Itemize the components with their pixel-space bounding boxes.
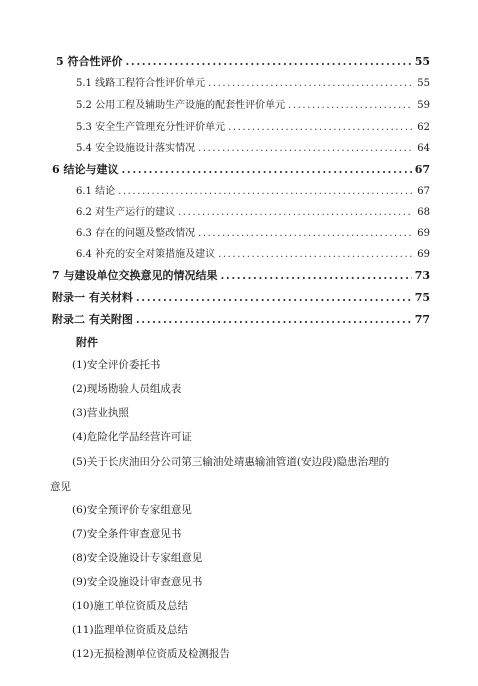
toc-page-number: 73	[414, 269, 430, 282]
toc-leader-dots	[125, 55, 411, 69]
attachment-item: (10)施工单位资质及总结	[72, 600, 189, 612]
toc-page-number: 55	[414, 55, 430, 68]
toc-page-number: 62	[417, 122, 430, 133]
toc-entry[interactable]	[76, 99, 430, 113]
toc-entry[interactable]	[76, 121, 430, 135]
toc-page-number: 59	[417, 100, 430, 111]
toc-entry-label: 7 与建设单位交换意见的情况结果	[52, 269, 218, 282]
toc-page-number: 64	[417, 143, 430, 154]
toc-page-number: 55	[417, 78, 430, 89]
toc-page-number: 67	[417, 186, 430, 197]
toc-entry[interactable]	[76, 77, 430, 91]
toc-leader-dots	[208, 77, 413, 91]
toc-entry[interactable]	[52, 163, 430, 177]
toc-entry-label: 附录二 有关附图	[52, 313, 133, 326]
attachment-item-continuation: 意见	[50, 481, 71, 493]
toc-entry[interactable]	[56, 55, 430, 69]
toc-leader-dots	[218, 248, 413, 262]
attachment-item: (4)危险化学品经营许可证	[72, 431, 192, 443]
toc-leader-dots	[136, 313, 412, 327]
toc-leader-dots	[228, 121, 413, 135]
attachments-heading: 附件	[76, 336, 98, 349]
toc-entry-label: 5 符合性评价	[56, 55, 123, 68]
toc-leader-dots	[118, 185, 413, 199]
toc-entry-label: 6.2 对生产运行的建议	[76, 207, 176, 218]
toc-entry-label: 5.1 线路工程符合性评价单元	[76, 78, 206, 89]
attachment-item: (5)关于长庆油田分公司第三输油处靖惠输油管道(安边段)隐患治理的	[72, 456, 390, 468]
toc-page-number: 67	[414, 163, 430, 176]
toc-entry-label: 6.1 结论	[76, 186, 116, 197]
toc-entry[interactable]	[76, 248, 430, 262]
attachment-item: (3)营业执照	[72, 407, 129, 419]
toc-page-number: 69	[417, 228, 430, 239]
toc-leader-dots	[288, 99, 413, 113]
toc-page-number: 75	[414, 291, 430, 304]
attachment-item: (9)安全设施设计审查意见书	[72, 576, 203, 588]
toc-entry[interactable]	[76, 227, 430, 241]
toc-page-number: 68	[417, 207, 430, 218]
toc-entry[interactable]	[76, 206, 430, 220]
toc-entry-label: 6.4 补充的安全对策措施及建议	[76, 249, 216, 260]
attachment-item: (12)无损检测单位资质及检测报告	[72, 648, 231, 660]
toc-leader-dots	[136, 291, 412, 305]
attachment-item: (1)安全评价委托书	[72, 359, 161, 371]
toc-entry[interactable]	[52, 313, 430, 327]
toc-page-number: 77	[414, 313, 430, 326]
toc-entry-label: 5.4 安全设施设计落实情况	[76, 143, 196, 154]
toc-entry-label: 5.2 公用工程及辅助生产设施的配套性评价单元	[76, 100, 286, 111]
toc-page-number: 69	[417, 249, 430, 260]
toc-leader-dots	[121, 163, 411, 177]
toc-leader-dots	[220, 269, 411, 283]
attachment-item: (11)监理单位资质及总结	[72, 624, 189, 636]
toc-entry[interactable]	[52, 269, 430, 283]
toc-entry[interactable]	[52, 291, 430, 305]
attachment-item: (7)安全条件审查意见书	[72, 528, 182, 540]
toc-entry[interactable]	[76, 142, 430, 156]
toc-leader-dots	[198, 227, 413, 241]
toc-entry[interactable]	[76, 185, 430, 199]
toc-leader-dots	[178, 206, 413, 220]
toc-leader-dots	[198, 142, 413, 156]
attachment-item: (6)安全预评价专家组意见	[72, 504, 192, 516]
toc-entry-label: 5.3 安全生产管理充分性评价单元	[76, 122, 226, 133]
attachment-item: (2)现场勘验人员组成表	[72, 383, 182, 395]
toc-entry-label: 6.3 存在的问题及整改情况	[76, 228, 196, 239]
toc-entry-label: 附录一 有关材料	[52, 291, 133, 304]
attachment-item: (8)安全设施设计专家组意见	[72, 552, 203, 564]
toc-entry-label: 6 结论与建议	[52, 163, 119, 176]
